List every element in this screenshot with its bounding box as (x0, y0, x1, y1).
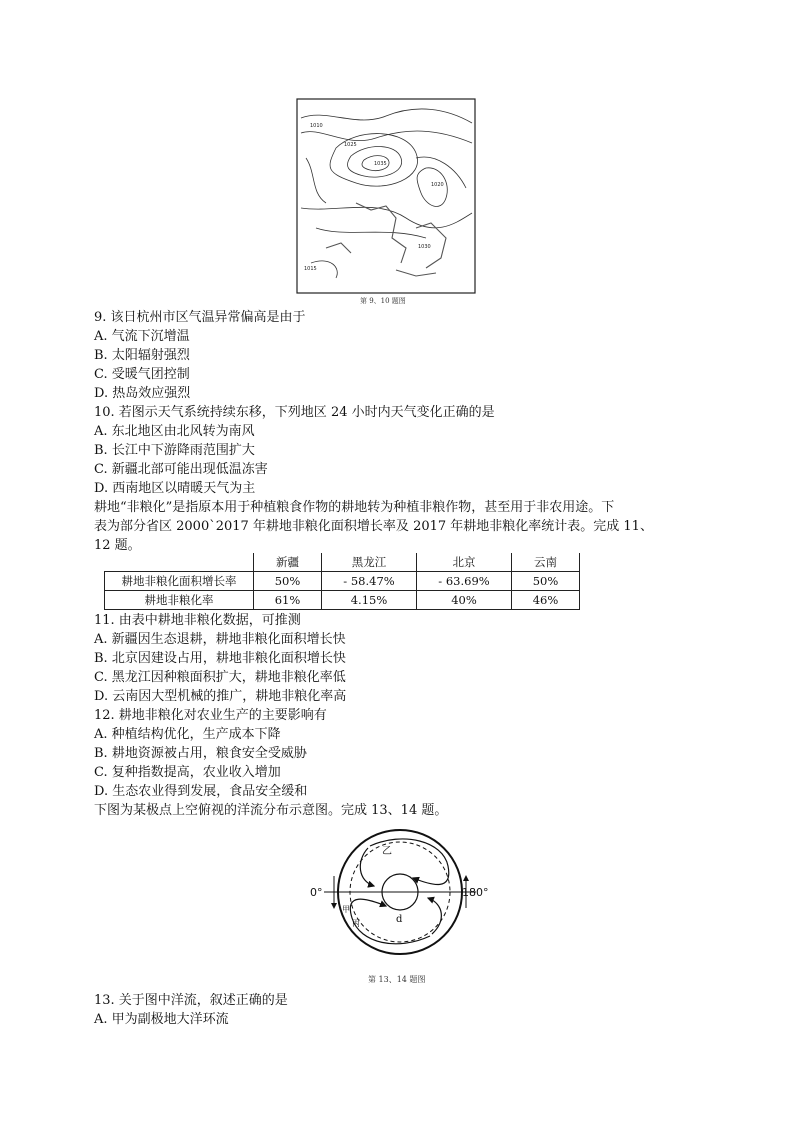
svg-text:1010: 1010 (310, 123, 323, 129)
table-cell: 50% (254, 572, 322, 591)
label-0-degree: 0° (310, 886, 323, 899)
label-ding: d (396, 914, 403, 925)
ocean-current-figure (308, 826, 494, 988)
table-row-label: 耕地非粮化面积增长率 (105, 572, 254, 591)
ocean-current-caption: 第 13、14 题图 (368, 975, 426, 984)
label-yi: 乙 (382, 846, 392, 857)
q12-option-d: D. 生态农业得到发展，食品安全缓和 (94, 784, 308, 799)
q11-stem: 11. 由表中耕地非粮化数据，可推测 (94, 613, 301, 628)
q9-option-c: C. 受暖气团控制 (94, 367, 190, 382)
q10-stem: 10. 若图示天气系统持续东移，下列地区 24 小时内天气变化正确的是 (94, 405, 495, 420)
q13-stem: 13. 关于图中洋流，叙述正确的是 (94, 993, 288, 1008)
table-header-yunnan: 云南 (512, 553, 580, 572)
table-cell: 61% (254, 591, 322, 610)
q11-option-d: D. 云南因大型机械的推广，耕地非粮化率高 (94, 689, 347, 704)
q11-option-c: C. 黑龙江因种粮面积扩大，耕地非粮化率低 (94, 670, 346, 685)
q9-stem: 9. 该日杭州市区气温异常偏高是由于 (94, 310, 306, 325)
svg-text:1015: 1015 (304, 266, 317, 272)
q11-option-b: B. 北京因建设占用，耕地非粮化面积增长快 (94, 651, 346, 666)
label-bing: 丙 (352, 919, 360, 928)
table-cell: - 63.69% (417, 572, 512, 591)
intro-11-12-line-3: 12 题。 (94, 538, 141, 553)
table-row (105, 591, 580, 610)
svg-text:1020: 1020 (431, 182, 444, 188)
q10-option-c: C. 新疆北部可能出现低温冻害 (94, 462, 268, 477)
label-180-degree: 180° (462, 886, 489, 899)
table-header-blank (105, 553, 254, 572)
table-cell: 40% (417, 591, 512, 610)
q10-option-d: D. 西南地区以晴暖天气为主 (94, 481, 256, 496)
intro-11-12-line-2: 表为部分省区 2000`2017 年耕地非粮化面积增长率及 2017 年耕地非粮化率统计表。完成 11、 (94, 519, 653, 534)
svg-text:1030: 1030 (418, 244, 431, 250)
table-cell: 4.15% (322, 591, 417, 610)
q11-option-a: A. 新疆因生态退耕，耕地非粮化面积增长快 (94, 632, 346, 647)
svg-text:1025: 1025 (344, 142, 357, 148)
q9-option-a: A. 气流下沉增温 (94, 329, 190, 344)
q12-stem: 12. 耕地非粮化对农业生产的主要影响有 (94, 708, 327, 723)
weather-map-image (296, 98, 476, 294)
q9-option-b: B. 太阳辐射强烈 (94, 348, 190, 363)
table-cell: 46% (512, 591, 580, 610)
q12-option-a: A. 种植结构优化，生产成本下降 (94, 727, 281, 742)
weather-map-caption: 第 9、10 题图 (360, 297, 406, 305)
table-header-xinjiang: 新疆 (254, 553, 322, 572)
weather-map-figure (296, 98, 476, 305)
statistics-table (104, 553, 580, 610)
q12-option-c: C. 复种指数提高，农业收入增加 (94, 765, 281, 780)
table-row-label: 耕地非粮化率 (105, 591, 254, 610)
label-jia: 甲 (342, 905, 350, 914)
q12-option-b: B. 耕地资源被占用，粮食安全受威胁 (94, 746, 307, 761)
table-cell: - 58.47% (322, 572, 417, 591)
table-row (105, 572, 580, 591)
table-header-row (105, 553, 580, 572)
svg-text:1035: 1035 (374, 161, 387, 167)
q10-option-b: B. 长江中下游降雨范围扩大 (94, 443, 255, 458)
q10-option-a: A. 东北地区由北风转为南风 (94, 424, 255, 439)
q13-option-a: A. 甲为副极地大洋环流 (94, 1012, 229, 1027)
ocean-current-diagram (308, 826, 494, 988)
intro-13-14: 下图为某极点上空俯视的洋流分布示意图。完成 13、14 题。 (94, 803, 448, 818)
intro-11-12-line-1: 耕地“非粮化”是指原本用于种植粮食作物的耕地转为种植非粮作物，甚至用于非农用途。下 (94, 500, 615, 515)
table-header-heilongjiang: 黑龙江 (322, 553, 417, 572)
table-header-beijing: 北京 (417, 553, 512, 572)
table-cell: 50% (512, 572, 580, 591)
q9-option-d: D. 热岛效应强烈 (94, 386, 191, 401)
